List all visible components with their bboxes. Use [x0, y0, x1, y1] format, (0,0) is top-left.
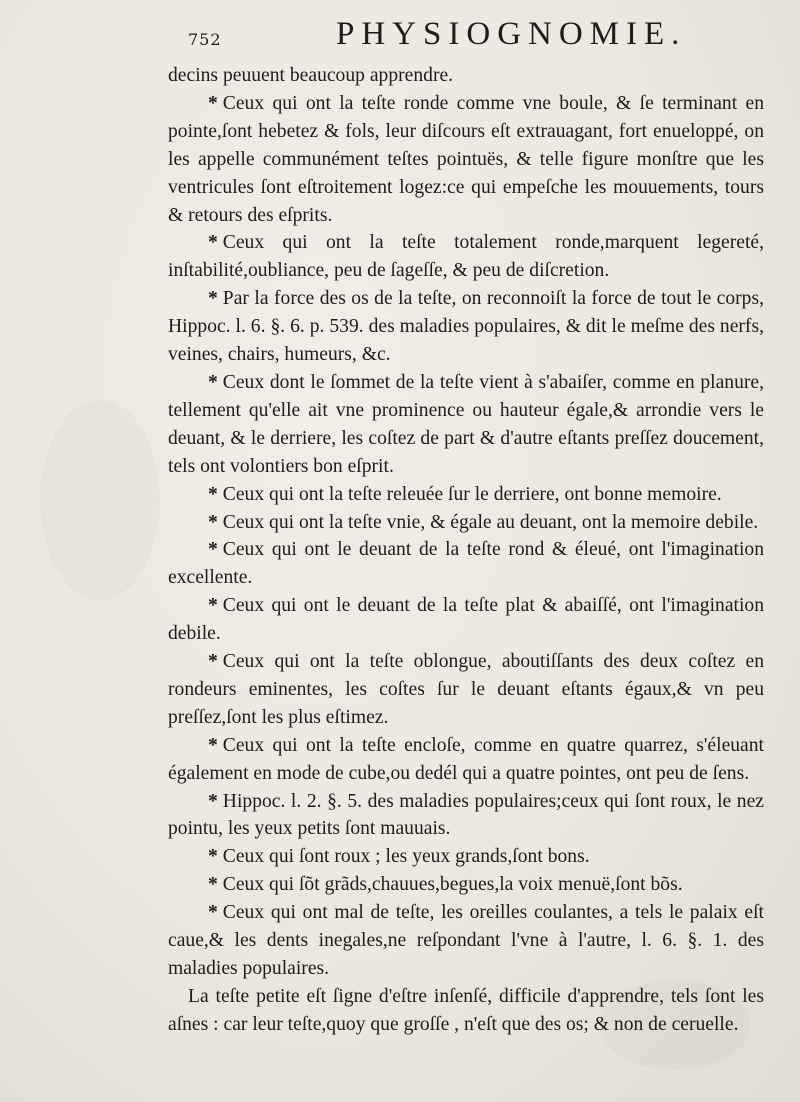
- paragraph-text: Ceux qui ſont roux ; les yeux grands,ſont bons.: [222, 846, 590, 868]
- asterisk-marker: *: [208, 511, 218, 533]
- paragraph: [168, 509, 764, 537]
- paragraph: [168, 62, 764, 90]
- paragraph-text: Ceux dont le ſommet de la teſte vient à s'abaiſer, comme en planure, tellement qu'elle ait vne prominence ou hauteur égale,& arrondie vers le deuant, & le derriere, les coſtez de part & d'autre eſtants preſſez doucement, tels ont volontiers bon eſprit.: [168, 371, 764, 477]
- paragraph: [168, 536, 764, 592]
- asterisk-marker: *: [208, 734, 218, 756]
- paragraph-text: Ceux qui ont la teſte oblongue, aboutiſſants des deux coſtez en rondeurs eminentes, les coſtes ſur le deuant eſtants égaux,& vn peu preſſez,ſont les plus eſtimez.: [168, 651, 764, 728]
- paper-stain: [40, 400, 160, 600]
- paragraph-text: Hippoc. l. 2. §. 5. des maladies populaires;ceux qui ſont roux, le nez pointu, les yeux petits ſont mauuais.: [168, 790, 764, 840]
- paragraph-text: Ceux qui ont la teſte totalement ronde,marquent legereté, inſtabilité,oubliance, peu de ſageſſe, & peu de diſcretion.: [168, 232, 764, 282]
- paragraph: [168, 369, 764, 481]
- paragraph-text: Ceux qui ont le deuant de la teſte plat & abaiſſé, ont l'imagination debile.: [168, 595, 764, 645]
- asterisk-marker: *: [208, 371, 218, 393]
- paragraph-text: decins peuuent beaucoup apprendre.: [168, 65, 454, 86]
- paragraph-text: La teſte petite eſt ſigne d'eſtre inſenſé, difficile d'apprendre, tels ſont les aſnes : car leur teſte,quoy que groſſe , n'eſt que des os; & non de ceruelle.: [168, 985, 764, 1035]
- paragraph-text: Ceux qui ont la teſte releuée ſur le derriere, ont bonne memoire.: [222, 483, 722, 505]
- paragraph: [168, 871, 764, 899]
- asterisk-marker: *: [208, 595, 218, 617]
- paragraph: [168, 843, 764, 871]
- asterisk-marker: *: [208, 902, 218, 924]
- asterisk-marker: *: [208, 651, 218, 673]
- paragraph: [168, 481, 764, 509]
- paragraph: [168, 90, 764, 230]
- paragraph-text: Ceux qui ont la teſte ronde comme vne boule, & ſe terminant en pointe,ſont hebetez & fols, leur diſcours eſt extrauagant, fort enueloppé, on les appelle communément teſtes pointuës, & telle figure monſtre que les ventricules ſont eſtroitement logez:ce qui empeſche les mouuements, tours & retours des eſprits.: [168, 92, 764, 226]
- paragraph: [168, 648, 764, 732]
- paragraph-text: Ceux qui ont la teſte vnie, & égale au deuant, ont la memoire debile.: [222, 511, 759, 533]
- body-text: [168, 62, 764, 1039]
- paragraph: [168, 285, 764, 369]
- paragraph: [168, 983, 764, 1039]
- paragraph: [168, 788, 764, 844]
- paragraph: [168, 592, 764, 648]
- asterisk-marker: *: [208, 288, 218, 310]
- running-title: PHYSIOGNOMIE.: [336, 16, 687, 52]
- paragraph-text: Ceux qui ont mal de teſte, les oreilles coulantes, a tels le palaix eſt caue,& les dents inegales,ne reſpondant l'vne à l'autre, l. 6. §. 1. des maladies populaires.: [168, 902, 764, 979]
- asterisk-marker: *: [208, 846, 218, 868]
- asterisk-marker: *: [208, 92, 218, 114]
- asterisk-marker: *: [208, 232, 218, 254]
- asterisk-marker: *: [208, 483, 218, 505]
- asterisk-marker: *: [208, 539, 218, 561]
- asterisk-marker: *: [208, 874, 218, 896]
- page-number: 752: [188, 30, 222, 49]
- paragraph: [168, 732, 764, 788]
- page-header: [188, 16, 688, 56]
- paragraph-text: Ceux qui ont la teſte encloſe, comme en quatre quarrez, s'éleuant également en mode de cube,ou dedél qui a quatre pointes, ont peu de ſens.: [168, 734, 764, 784]
- paragraph-text: Ceux qui ſõt grãds,chauues,begues,la voix menuë,ſont bõs.: [222, 874, 683, 896]
- paragraph-text: Ceux qui ont le deuant de la teſte rond & éleué, ont l'imagination excellente.: [168, 539, 764, 589]
- asterisk-marker: *: [208, 790, 218, 812]
- paragraph: [168, 899, 764, 983]
- paragraph-text: Par la force des os de la teſte, on reconnoiſt la force de tout le corps, Hippoc. l. 6. §. 6. p. 539. des maladies populaires, & dit le meſme des nerfs, veines, chairs, humeurs, &c.: [168, 288, 764, 366]
- paragraph: [168, 229, 764, 285]
